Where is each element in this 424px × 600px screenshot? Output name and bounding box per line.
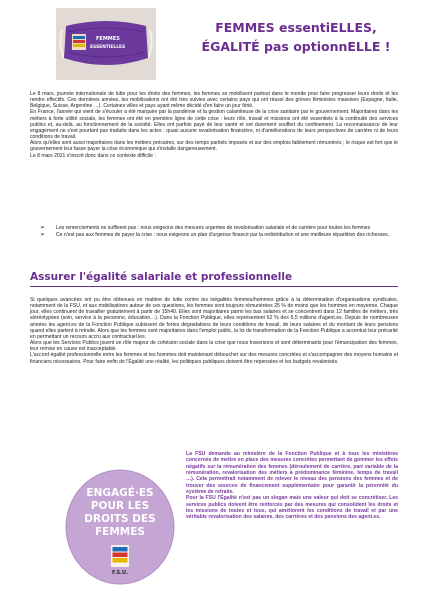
intro-text [30, 91, 398, 159]
section-paragraph-1: Si quelques avancées ont pu être obtenues en matière de lutte contre les inégalités femmes/hommes grâce à la détermination d'organisations syndicales, notamment de la FSU, et aux mobilisations autour de ces questions, les femmes sont toujours rémunérées 25 % de moins que les hommes en moyenne. Chaque jour, elles continuent de travailler gratuitement à partir de 15h40. Elles sont majoritaires parmi les bas salaires et se concentrent dans 12 familles de métiers, très stéréotypées (soin, service à la personne, éducation…). Dans la Fonction Publique, elles représentent 62 % des 5,5 millions d'agent.es. Depuis de nombreuses années les agent.es de la Fonction Publique subissent de fortes dégradations de leurs conditions de travail, de leurs salaires et du montant de leurs pensions quand elles partent à retraite. Alors que les femmes sont majoritaires dans l'emploi public, la loi de transformation de la Fonction Publique a accentué leur précarité en permettant un recours accru aux contractuel.les. [30, 297, 398, 340]
mask-text-line1: FEMMES [96, 36, 120, 42]
section-paragraph-3: L'accord égalité professionnelle entre les femmes et les hommes doit maintenant déboucher sur des mesures concrètes et s'accompagner des moyens humains et financiers nécessaires. Pour faire enfin de l'Égalité une réalité, les politiques publiques doivent être repensées et les budgets revalorisés. [30, 352, 398, 365]
intro-paragraph-4: Le 8 mars 2021 s'inscrit donc dans ce contexte difficile : [30, 152, 156, 159]
title-line-2: ÉGALITÉ pas optionnELLE ! [201, 39, 391, 54]
section-divider [30, 286, 398, 287]
list-item [32, 232, 398, 238]
intro-paragraph-2: En France, l'année qui vient de s'écouler a été marquée par la pandémie et la gestion calamiteuse de la crise sanitaire par le gouvernement. Majoritaires dans les métiers à forte utilité sociale, les femmes ont été en première ligne de cette crise : leurs rôle, travail et missions ont été essentiels à la continuité des services publics et, au-delà, au fonctionnement de la société. Elles ont parfois payé de leur santé et ont durement souffert du confinement. La reconnaissance de leur engagement ne s'est pourtant pas traduite dans les actes : quasi aucune revalorisation financière, ni d'améliorations de leurs perspectives de carrière ni de leurs conditions de travail. [30, 109, 398, 141]
fsu-badge [64, 468, 176, 586]
demands-list [32, 225, 398, 238]
fsu-paragraph-2: Pour la FSU l'Égalité n'est pas un slogan mais une valeur qui doit se concrétiser. Les services publics doivent être renforcés par des mesures qui consolident les droits et les missions de toutes et tous, qui améliorent les conditions de travail et par une véritable revalorisation des salaires, des carrières et des pensions des agent.es. [186, 495, 398, 521]
section-body [30, 297, 398, 365]
fsu-logo-text: F.S.U. [111, 570, 129, 576]
mask-photo [56, 8, 156, 80]
list-item-text: Ce n'est pas aux femmes de payer la crise : nous exigeons un plan d'urgence financé par la redistribution et une meilleure répartition des richesses. [56, 231, 390, 238]
section-paragraph-2: Alors que les Services Publics jouent un rôle majeur de cohésion sociale dans la crise que nous traversons et sont déterminants pour l'émancipation des femmes, leur remise en cause est inacceptable. [30, 340, 398, 353]
section-title: Assurer l'égalité salariale et professionnelle [30, 271, 293, 283]
mask-text-line2: ESSENTIELLES [90, 45, 126, 50]
fsu-demands-text [186, 451, 398, 521]
arrow-bullet-icon: ➢ [40, 231, 46, 238]
fsu-paragraph-1: La FSU demande au ministère de la Fonction Publique et à tous les ministères concernés de mettre en place des mesures concrètes permettant de gommer les effets négatifs sur la rémunération des femmes (déroulement de carrière, part variable de la rémunération, revalorisation des métiers à prédominance féminine, temps de travail …). Cela permettrait notamment de relever le niveau des pensions des femmes et de trouver des sources de financement supplémentaire pour garantir la pérennité du système de retraite. [186, 451, 398, 496]
badge-line-3: DROITS DES [84, 513, 156, 525]
title-line-1: FEMMES essentiELLES, [215, 20, 377, 35]
badge-line-1: ENGAGÉ·ES [86, 487, 154, 499]
fsu-logo-icon [111, 545, 129, 576]
list-item [32, 225, 398, 231]
intro-paragraph-1: Le 8 mars, journée internationale de lutte pour les droits des femmes, les femmes se mobilisent partout dans le monde pour faire progresser leurs droits et les rendre effectifs. Ces dernières années, les mobilisations ont été très suivies avec certains pays qui ont réussi des grèves féministes massives (Espagne, Italie, Belgique, Suisse, Argentine …). Certaines villes et pays ayant même décidé d'en faire un jour férié. [30, 91, 398, 110]
badge-line-4: FEMMES [95, 526, 145, 538]
arrow-bullet-icon: ➢ [40, 225, 46, 231]
title-block [176, 18, 416, 56]
badge-line-2: POUR LES [90, 500, 150, 512]
list-item-text: Les remerciements ne suffisent pas : nous exigeons des mesures urgentes de revalorisation salariale et de carrière pour toutes les femmes [56, 225, 371, 231]
intro-paragraph-3: Alors qu'elles sont aussi majoritaires dans les métiers précaires, sur des temps partiels imposés et sur des emplois faiblement rémunérés ; le risque est fort que le gouvernement leur fasse payer la crise économique qui s'installe dangereusement. [30, 140, 398, 153]
